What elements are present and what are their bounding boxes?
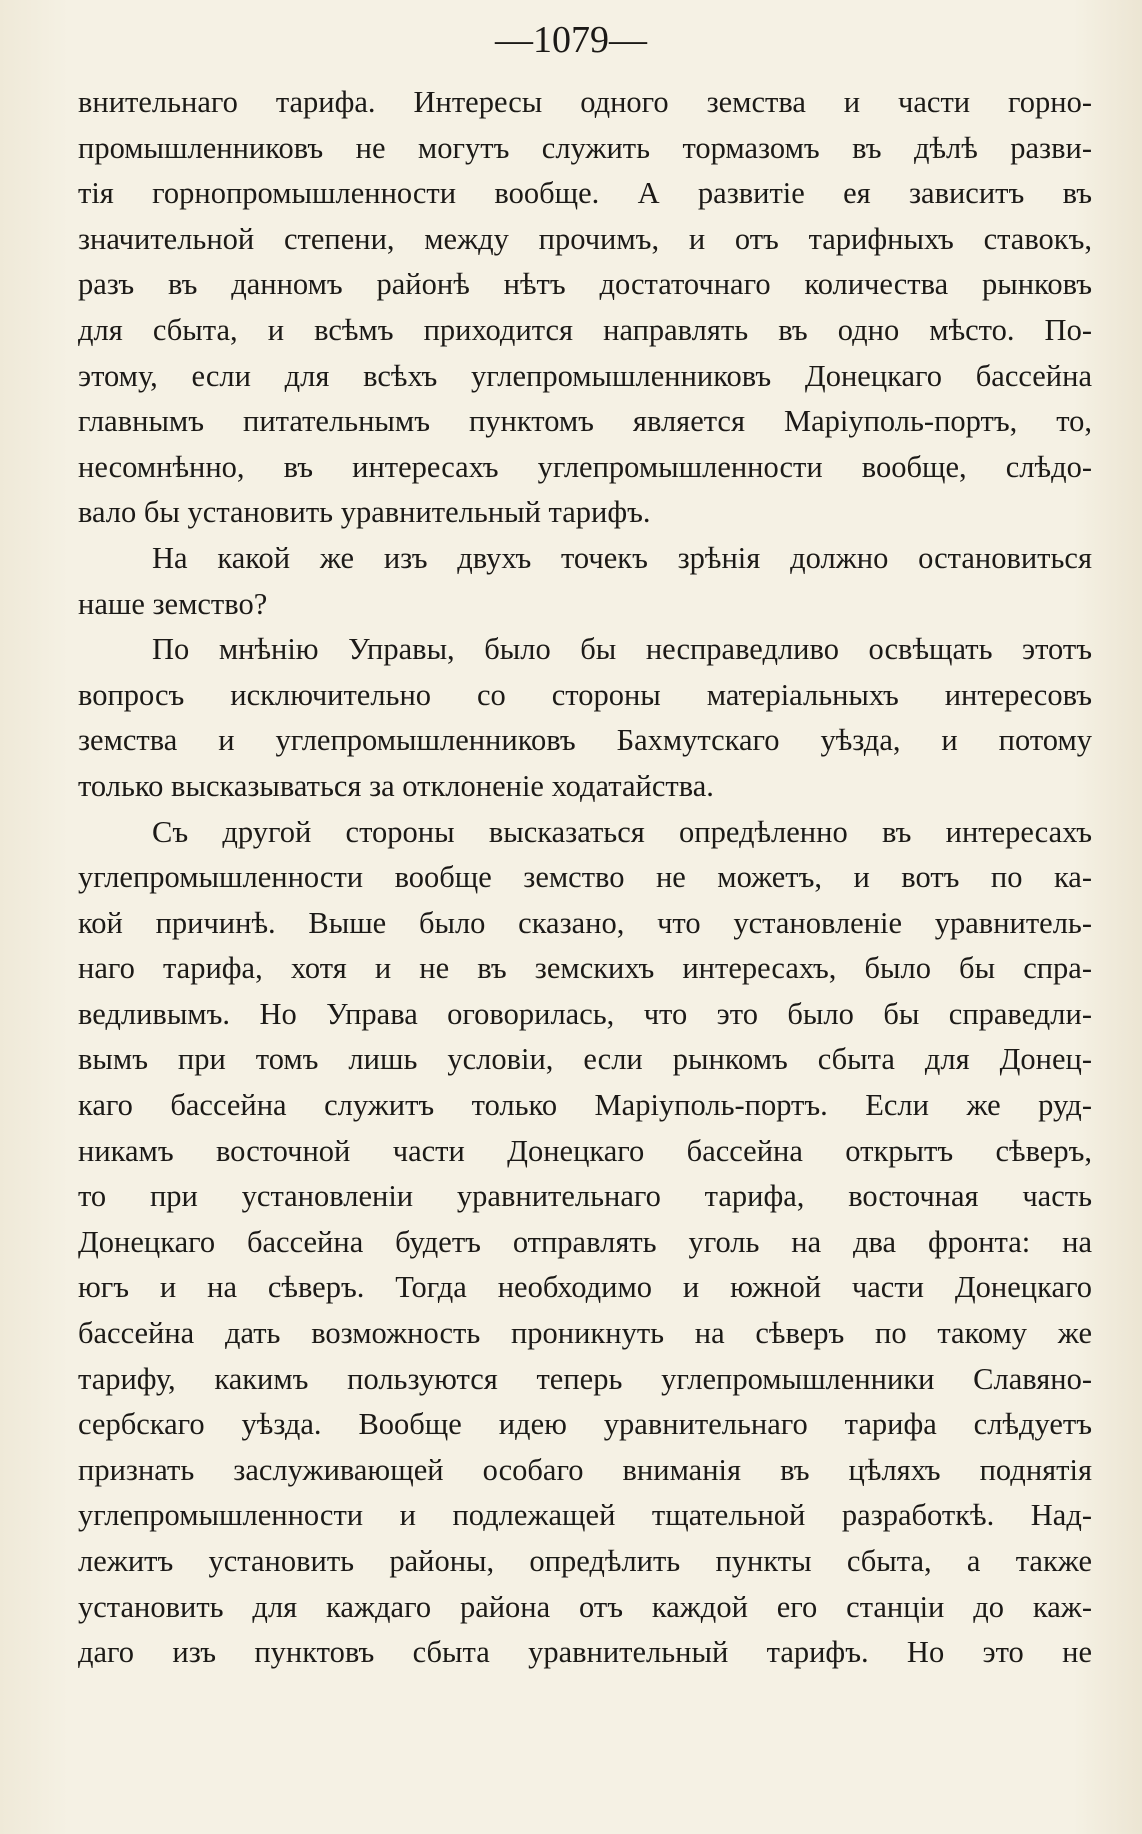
text-line: кой причинѣ. Выше было сказано, что установленіе уравнитель-: [78, 905, 1092, 940]
text-line: наго тарифа, хотя и не въ земскихъ интересахъ, было бы спра-: [78, 951, 1092, 986]
text-line: даго изъ пунктовъ сбыта уравнительный тарифъ. Но это не: [78, 1635, 1092, 1670]
text-line: значительной степени, между прочимъ, и отъ тарифныхъ ставокъ,: [78, 221, 1092, 256]
text-line: вымъ при томъ лишь условіи, если рынкомъ сбыта для Донец-: [78, 1042, 1092, 1077]
text-line: промышленниковъ не могутъ служить тормазомъ въ дѣлѣ разви-: [78, 130, 1092, 165]
text-line: разъ въ данномъ районѣ нѣтъ достаточнаго количества рынковъ: [78, 267, 1092, 302]
paragraph-end-line: наше земство?: [78, 586, 268, 621]
text-line: углепромышленности вообще земство не можетъ, и вотъ по ка-: [78, 860, 1092, 895]
page-number: —1079—: [495, 19, 647, 61]
paragraph-start-line: По мнѣнію Управы, было бы несправедливо освѣщать этотъ: [152, 632, 1092, 667]
text-line: вопросъ исключительно со стороны матеріальныхъ интересовъ: [78, 677, 1092, 712]
paragraph-start-line: Съ другой стороны высказаться опредѣленно въ интересахъ: [152, 814, 1092, 849]
text-line: ведливымъ. Но Управа оговорилась, что это было бы справедли-: [78, 996, 1092, 1031]
text-line: лежитъ установить районы, опредѣлить пункты сбыта, а также: [78, 1544, 1092, 1578]
text-line: югъ и на сѣверъ. Тогда необходимо и южной части Донецкаго: [78, 1270, 1092, 1305]
text-line: Донецкаго бассейна будетъ отправлять уголь на два фронта: на: [78, 1224, 1092, 1259]
paragraph-end-line: вало бы установить уравнительный тарифъ.: [78, 495, 651, 530]
body-text: [78, 80, 1092, 1676]
text-line: признать заслуживающей особаго вниманія въ цѣляхъ поднятія: [78, 1452, 1092, 1487]
text-line: никамъ восточной части Донецкаго бассейна открытъ сѣверъ,: [78, 1133, 1092, 1168]
text-line: тарифу, какимъ пользуются теперь углепромышленники Славяно-: [78, 1361, 1092, 1396]
text-line: этому, если для всѣхъ углепромышленниковъ Донецкаго бассейна: [78, 358, 1092, 393]
text-line: главнымъ питательнымъ пунктомъ является Маріуполь-портъ, то,: [78, 404, 1092, 439]
text-line: земства и углепромышленниковъ Бахмутскаго уѣзда, и потому: [78, 723, 1092, 758]
text-line: каго бассейна служитъ только Маріуполь-портъ. Если же руд-: [78, 1088, 1092, 1123]
text-line: тія горнопромышленности вообще. А развитіе ея зависитъ въ: [78, 176, 1092, 211]
text-line: установить для каждаго района отъ каждой его станціи до каж-: [78, 1589, 1092, 1624]
text-line: для сбыта, и всѣмъ приходится направлять въ одно мѣсто. По-: [78, 312, 1092, 347]
paragraph-end-line: только высказываться за отклоненіе ходатайства.: [78, 768, 714, 803]
paragraph-start-line: На какой же изъ двухъ точекъ зрѣнія должно остановиться: [152, 540, 1092, 575]
text-line: внительнаго тарифа. Интересы одного земства и части горно-: [78, 85, 1092, 119]
text-line: углепромышленности и подлежащей тщательной разработкѣ. Над-: [78, 1498, 1092, 1533]
text-line: несомнѣнно, въ интересахъ углепромышленности вообще, слѣдо-: [78, 449, 1092, 484]
text-line: бассейна дать возможность проникнуть на сѣверъ по такому же: [78, 1316, 1092, 1351]
text-line: то при установленіи уравнительнаго тарифа, восточная часть: [78, 1179, 1092, 1214]
text-line: сербскаго уѣзда. Вообще идею уравнительнаго тарифа слѣдуетъ: [78, 1407, 1092, 1442]
